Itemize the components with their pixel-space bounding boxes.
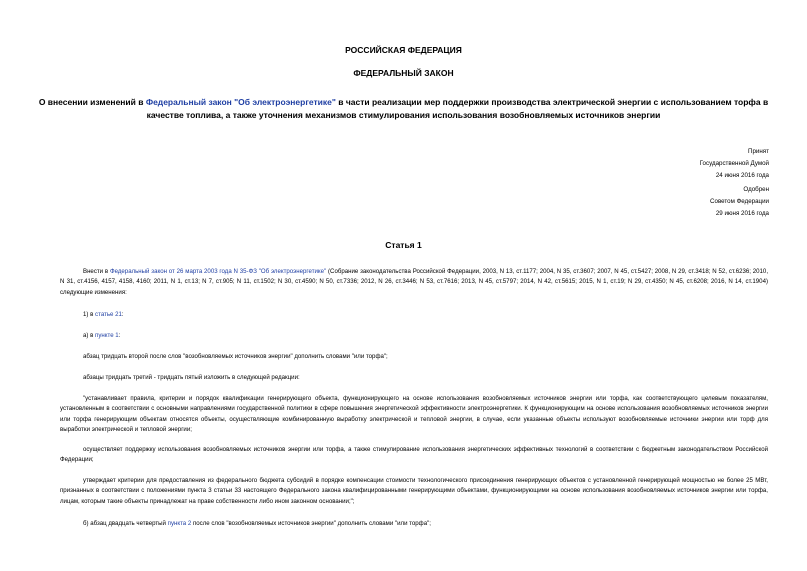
headline-prefix: О внесении изменений в bbox=[38, 97, 146, 107]
law-headline bbox=[30, 96, 777, 122]
item-1a-suffix: : bbox=[118, 332, 121, 339]
intro-prefix: Внести в bbox=[83, 268, 110, 275]
headline-law-link[interactable]: Федеральный закон "Об электроэнергетике" bbox=[145, 97, 336, 107]
intro-law-link[interactable]: Федеральный закон от 26 марта 2003 года N 35-ФЗ "Об электроэнергетике" bbox=[109, 268, 327, 275]
approved-line-2: Советом Федерации bbox=[710, 198, 769, 205]
adopted-block bbox=[700, 146, 769, 182]
clause-1-link[interactable]: пункте 1 bbox=[95, 332, 119, 339]
intro-paragraph bbox=[60, 267, 768, 298]
adopted-line-1: Принят bbox=[748, 148, 769, 155]
paragraph-33: абзацы тридцать третий - тридцать пятый изложить в следующей редакции: bbox=[83, 374, 300, 381]
clause-2-link[interactable]: пункта 2 bbox=[167, 520, 192, 527]
paragraph-32: абзац тридцать второй после слов "возобновляемых источников энергии" дополнить словами "или торфа"; bbox=[83, 353, 388, 360]
adopted-line-2: Государственной Думой bbox=[699, 160, 769, 167]
intro-suffix: (Собрание законодательства Российской Федерации, 2003, N 13, ст.1177; 2004, N 35, ст.3607; 2007, N 45, ст.5427; 2008, N 29, ст.3418; N 52, ст.6236; 2010, N 31, ст.4156, 4157, 4158, 4160; 2011, N 1, ст.13; N 7, ст.905; N 11, ст.1502; N 30, ст.4590; N 50, ст.7336; 2012, N 26, ст.3446; N 53, ст.7616; 2013, N 45, ст.5797; 2014, N 42, ст.5615; 2015, N 1, ст.19; N 29, ст.4350; N 45, ст.6208; 2016, N 14, ст.1904) следующие изменения: bbox=[60, 268, 769, 296]
adopted-line-3: 24 июня 2016 года bbox=[715, 172, 769, 179]
quoted-paragraph-3: утверждает критерии для предоставления из федерального бюджета субсидий в порядке компенсации стоимости технологического присоединения генерирующих объектов с установленной генерирующей мощностью не более 25 МВт, признанных в соответствии с положениями пункта 3 статьи 33 настоящего Федерального закона квалифицированными генерирующими объектами, функционирующими на основе использования возобновляемых источников энергии или торфа, лицам, которым такие объекты принадлежат на праве собственности либо ином законном основании;"; bbox=[60, 477, 768, 505]
item-1-suffix: : bbox=[121, 311, 124, 318]
law-type-heading: ФЕДЕРАЛЬНЫЙ ЗАКОН bbox=[353, 68, 454, 78]
article-title: Статья 1 bbox=[385, 240, 422, 250]
item-1a bbox=[60, 331, 768, 341]
article-21-link[interactable]: статье 21 bbox=[95, 311, 122, 318]
country-heading: РОССИЙСКАЯ ФЕДЕРАЦИЯ bbox=[345, 45, 462, 55]
item-1a-prefix: а) в bbox=[83, 332, 96, 339]
approved-line-1: Одобрен bbox=[743, 186, 769, 193]
approved-block bbox=[710, 184, 769, 220]
item-1b-suffix: после слов "возобновляемых источников энергии" дополнить словами "или торфа"; bbox=[191, 520, 431, 527]
quoted-paragraph-1: "устанавливает правила, критерии и порядок квалификации генерирующего объекта, функционирующего на основе использования возобновляемых источников энергии или торфа, как соответствующего целевым показателям, установленным в соответствии с основными направлениями государственной политики в сфере повышения энергетической эффективности электроэнергетики. К функционирующим на основе использования возобновляемых источников энергии или торфа генерирующим объектам относятся объекты, осуществляющие комбинированную выработку электрической и тепловой энергии, в случае, если указанные объекты используют возобновляемые источники энергии или торф для выработки электрической и тепловой энергии; bbox=[60, 395, 768, 434]
item-1b-prefix: б) абзац двадцать четвертый bbox=[83, 520, 168, 527]
approved-line-3: 29 июня 2016 года bbox=[715, 210, 769, 217]
item-1 bbox=[60, 310, 768, 320]
item-1b bbox=[60, 519, 768, 529]
quoted-paragraph-2: осуществляет поддержку использования возобновляемых источников энергии или торфа, а также стимулирование использования энергетических эффективных технологий в соответствии с бюджетным законодательством Российской Федерации; bbox=[60, 446, 768, 464]
headline-suffix: в части реализации мер поддержки производства электрической энергии с использованием торфа в качестве топлива, а также уточнения механизмов стимулирования использования возобновляемых источников энергии bbox=[146, 97, 769, 120]
item-1-prefix: 1) в bbox=[83, 311, 96, 318]
